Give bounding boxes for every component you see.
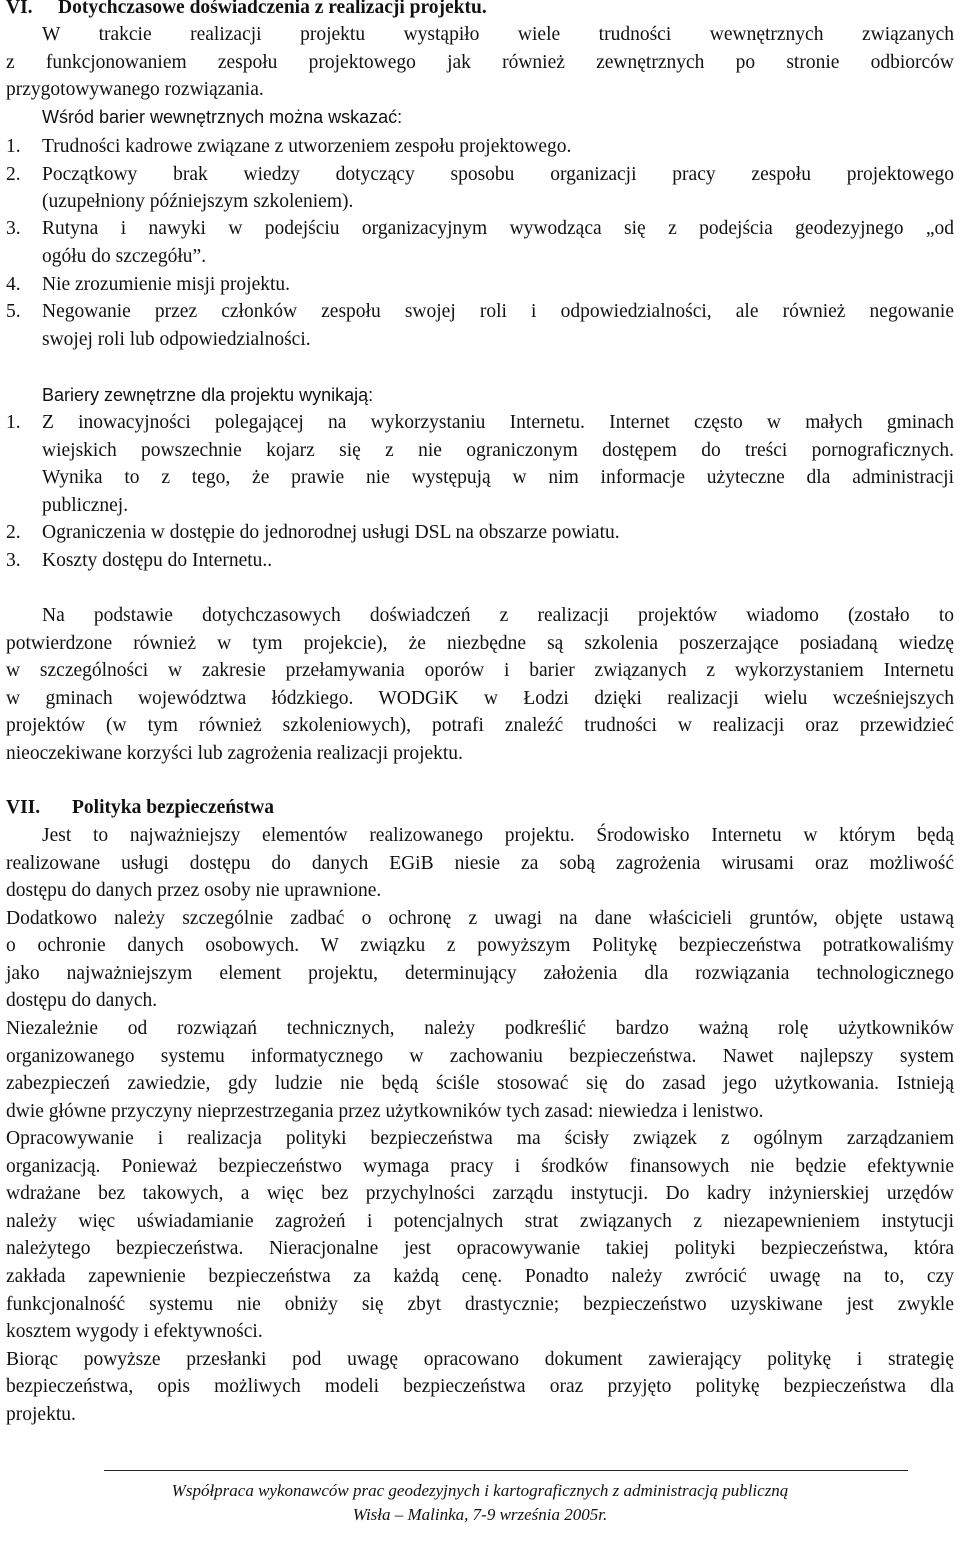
policy-p5-line-1: Biorąc powyższe przesłanki pod uwagę opracowano dokument zawierający politykę i strategię — [6, 1349, 954, 1370]
policy-p2-line-1: Dodatkowo należy szczególnie zadbać o ochronę z uwagi na dane właścicieli gruntów, objęte ustawą — [6, 908, 954, 929]
policy-p4-line-5: należytego bezpieczeństwa. Nieracjonalne jest opracowywanie takiej polityki bezpieczeństwa, która — [6, 1238, 954, 1259]
list-item-text: swojej roli lub odpowiedzialności. — [42, 329, 311, 350]
policy-p5-line-3: projektu. — [6, 1404, 76, 1425]
policy-p4-line-2: organizacją. Ponieważ bezpieczeństwo wymaga pracy i środków finansowych nie będzie efektywnie — [6, 1156, 954, 1177]
policy-p2-line-3: jako najważniejszym element projektu, determinujący założenia dla rozwiązania technologicznego — [6, 963, 954, 984]
list-item-number: 1. — [6, 412, 21, 433]
list-item-number: 1. — [6, 136, 21, 157]
list-item-text: Z inowacyjności polegającej na wykorzystaniu Internetu. Internet często w małych gminach — [42, 412, 954, 433]
conclusion-line-4: w gminach województwa łódzkiego. WODGiK w Łodzi dzięki realizacji wielu wcześniejszych — [6, 688, 954, 709]
list-item-text: publicznej. — [42, 495, 129, 516]
policy-p4-line-6: zakłada zapewnienie bezpieczeństwa za każdą cenę. Ponadto należy zwrócić uwagę na to, czy — [6, 1266, 954, 1287]
section-6-title: Dotychczasowe doświadczenia z realizacji projektu. — [58, 0, 487, 18]
list-item-number: 4. — [6, 274, 21, 295]
list-item-number: 5. — [6, 301, 21, 322]
footer-line-1: Współpraca wykonawców prac geodezyjnych i kartograficznych z administracją publiczną — [171, 1481, 789, 1500]
policy-p4-line-7: funkcjonalność systemu nie obniży się zbyt drastycznie; bezpieczeństwo uzyskiwane jest zwykle — [6, 1294, 954, 1315]
intro-line-3: przygotowywanego rozwiązania. — [6, 79, 264, 100]
conclusion-line-1: Na podstawie dotychczasowych doświadczeń z realizacji projektów wiadomo (zostało to — [42, 605, 954, 626]
policy-p4-line-8: kosztem wygody i efektywności. — [6, 1321, 263, 1342]
intro-line-2: z funkcjonowaniem zespołu projektowego jak również zewnętrznych po stronie odbiorców — [6, 52, 954, 73]
policy-p5-line-2: bezpieczeństwa, opis możliwych modeli bezpieczeństwa oraz przyjęto politykę bezpieczeństwa dla — [6, 1376, 954, 1397]
policy-p4-line-4: należy więc uświadamianie zagrożeń i potencjalnych strat związanych z niezapewnieniem instytucji — [6, 1211, 954, 1232]
policy-p1-line-1: Jest to najważniejszy elementów realizowanego projektu. Środowisko Internetu w którym będą — [42, 825, 954, 846]
policy-p2-line-4: dostępu do danych. — [6, 990, 158, 1011]
conclusion-line-5: projektów (w tym również szkoleniowych), potrafi znaleźć trudności w realizacji oraz przewidzieć — [6, 715, 954, 736]
list-item-text: Nie zrozumienie misji projektu. — [42, 274, 291, 295]
footer-line-2: Wisła – Malinka, 7-9 września 2005r. — [352, 1505, 608, 1524]
conclusion-line-6: nieoczekiwane korzyści lub zagrożenia realizacji projektu. — [6, 743, 463, 764]
list-item-text: Koszty dostępu do Internetu.. — [42, 550, 273, 571]
list-item-text: wiejskich powszechnie kojarz się z nie ograniczonym dostępem do treści pornograficznych. — [42, 440, 954, 461]
list-item-number: 2. — [6, 522, 21, 543]
intro-line-1: W trakcie realizacji projektu wystąpiło wiele trudności wewnętrznych związanych — [42, 24, 954, 45]
list-item-text: Ograniczenia w dostępie do jednorodnej usługi DSL na obszarze powiatu. — [42, 522, 620, 543]
policy-p4-line-3: wdrażane bez takowych, a więc bez przychylności zarządu instytucji. Do kadry inżynierskiej urzędów — [6, 1183, 954, 1204]
list-item-text: Wynika to z tego, że prawie nie występują w nim informacje użyteczne dla administracji — [42, 467, 954, 488]
list-item-text: Początkowy brak wiedzy dotyczący sposobu organizacji pracy zespołu projektowego — [42, 164, 954, 185]
list-item-text: (uzupełniony późniejszym szkoleniem). — [42, 191, 354, 212]
list-item-text: ogółu do szczegółu”. — [42, 246, 207, 267]
policy-p3-line-3: zabezpieczeń zawiedzie, gdy ludzie nie będą ściśle stosować się do zasad jego użytkowania. Istnieją — [6, 1073, 954, 1094]
policy-p1-line-3: dostępu do danych przez osoby nie uprawnione. — [6, 880, 382, 901]
conclusion-line-3: w szczególności w zakresie przełamywania oporów i barier związanych z wykorzystaniem Internetu — [6, 660, 954, 681]
list-item-text: Rutyna i nawyki w podejściu organizacyjnym wywodząca się z podejścia geodezyjnego „od — [42, 218, 954, 239]
list-item-number: 3. — [6, 550, 21, 571]
policy-p3-line-4: dwie główne przyczyny nieprzestrzegania przez użytkowników tych zasad: niewiedza i lenistwo. — [6, 1101, 764, 1122]
footer-rule — [104, 1470, 908, 1471]
external-barriers-intro: Bariery zewnętrzne dla projektu wynikają: — [42, 385, 374, 405]
policy-p3-line-2: organizowanego systemu informatycznego w zachowaniu bezpieczeństwa. Nawet najlepszy system — [6, 1046, 954, 1067]
section-6-number: VI. — [6, 0, 33, 18]
list-item-text: Trudności kadrowe związane z utworzeniem zespołu projektowego. — [42, 136, 572, 157]
conclusion-line-2: potwierdzone również w tym projekcie), że niezbędne są szkolenia poszerzające posiadaną wiedzę — [6, 633, 954, 654]
section-7-number: VII. — [6, 797, 41, 818]
policy-p1-line-2: realizowane usługi dostępu do danych EGiB niesie za sobą zagrożenia wirusami oraz możliwość — [6, 853, 954, 874]
list-item-text: Negowanie przez członków zespołu swojej roli i odpowiedzialności, ale również negowanie — [42, 301, 954, 322]
policy-p3-line-1: Niezależnie od rozwiązań technicznych, należy podkreślić bardzo ważną rolę użytkowników — [6, 1018, 954, 1039]
list-item-number: 2. — [6, 164, 21, 185]
section-7-title: Polityka bezpieczeństwa — [72, 797, 275, 818]
list-item-number: 3. — [6, 218, 21, 239]
internal-barriers-intro: Wśród barier wewnętrznych można wskazać: — [42, 107, 403, 127]
policy-p4-line-1: Opracowywanie i realizacja polityki bezpieczeństwa ma ścisły związek z ogólnym zarządzaniem — [6, 1128, 954, 1149]
policy-p2-line-2: o ochronie danych osobowych. W związku z powyższym Politykę bezpieczeństwa potratkowaliśmy — [6, 935, 954, 956]
